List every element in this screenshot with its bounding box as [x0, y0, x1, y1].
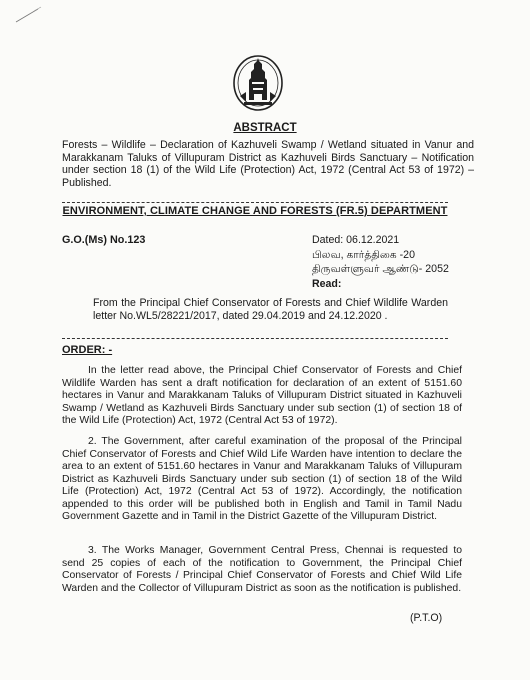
divider-line — [62, 202, 448, 203]
tamil-year-line: திருவள்ளுவர் ஆண்டு- 2052 — [312, 263, 449, 275]
date-block — [312, 233, 449, 291]
order-paragraph-3: 3. The Works Manager, Government Central Press, Chennai is requested to send 25 copies of each of the notification to Government, the Principal Chief Conservator of Forests / Principal Chief Conservator of Forests and Chief Wild Life Warden and the Collector of Villupuram District as soon as the notification is published. — [62, 545, 462, 594]
order-paragraph-1: In the letter read above, the Principal Chief Conservator of Forests and Chief Wildlife Warden has sent a draft notification for declaration of an extent of 5151.60 hectares in Vanur and Marakkanam Taluks of Villupuram District situated in Kazhuveli Swamp / Wetland as Kazhuveli Birds Sanctuary under sub section (1) of section 18 of the Wild Life (Protection) Act, 1972 (Central Act 53 of 1972). — [62, 365, 462, 426]
dated-line: Dated: 06.12.2021 — [312, 234, 400, 246]
read-label: Read: — [312, 277, 342, 290]
order-heading: ORDER: - — [62, 344, 113, 356]
reference-text: From the Principal Chief Conservator of Forests and Chief Wildlife Warden letter No.WL5/28221/2017, dated 29.04.2019 and 24.12.2020 . — [93, 297, 448, 322]
pen-mark — [14, 6, 44, 26]
divider-line — [62, 338, 448, 339]
go-number: G.O.(Ms) No.123 — [62, 234, 146, 246]
order-paragraph-2: 2. The Government, after careful examination of the proposal of the Principal Chief Conservator of Forests and Chief Wild Life Warden have intention to declare the area to an extent of 5151.60 hectares in Vanur and Marakkanam Taluks of Villupuram District as Kazhuveli Birds Sanctuary under sub section (1) of section 18 of the Wild Life (Protection) Act, 1972 (Central Act 53 of 1972). Accordingly, the notification appended to this order will be published both in English and Tamil in Tamil Nadu Government Gazette and in Tamil in the District Gazette of the Villupuram District. — [62, 436, 462, 522]
department-heading: ENVIRONMENT, CLIMATE CHANGE AND FORESTS (FR.5) DEPARTMENT — [62, 205, 448, 217]
tamil-month-line: பிலவ, கார்த்திகை -20 — [312, 248, 415, 261]
pto-marker: (P.T.O) — [410, 612, 443, 624]
abstract-heading: ABSTRACT — [233, 122, 297, 134]
subject-text: Forests – Wildlife – Declaration of Kazhuveli Swamp / Wetland situated in Vanur and Marakkanam Taluks of Villupuram District as Kazhuveli Birds Sanctuary – Notification under section 18 (1) of the Wild Life (Protection) Act, 1972 (Central Act 53 of 1972) – Published. — [62, 139, 474, 189]
tamil-nadu-emblem-icon — [232, 54, 284, 112]
